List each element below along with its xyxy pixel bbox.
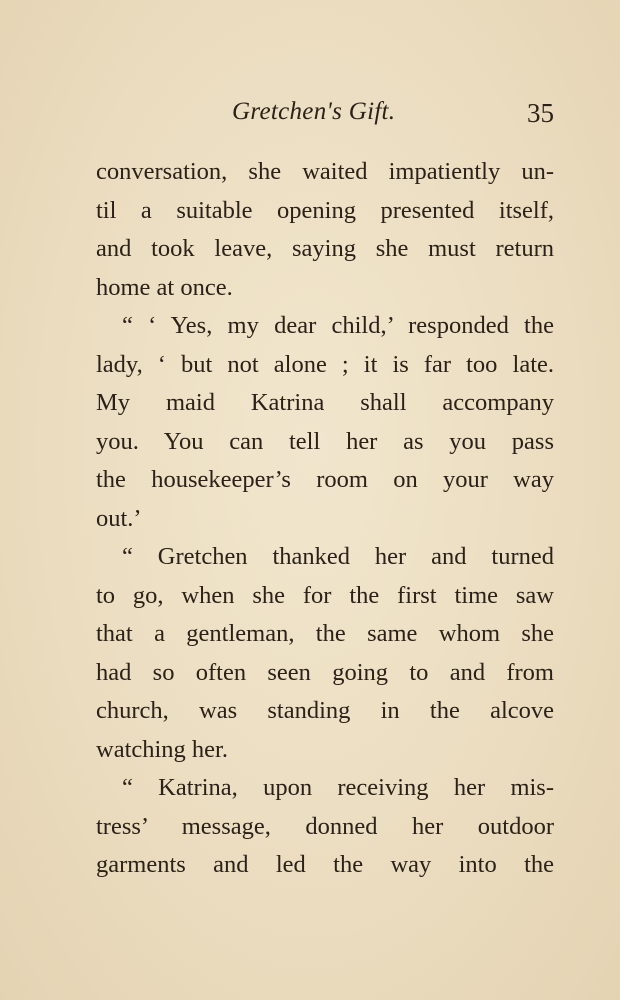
text-line: til a suitable opening presented itself, — [96, 196, 554, 224]
text-line: lady, ‘ but not alone ; it is far too late. — [96, 350, 554, 378]
text-line: garments and led the way into the — [96, 851, 554, 878]
text-line: conversation, she waited impatiently un- — [96, 158, 554, 185]
text-line: and took leave, saying she must return — [96, 235, 554, 262]
running-head — [96, 96, 554, 136]
text-line: the housekeeper’s room on your way — [96, 466, 554, 493]
page-number: 35 — [527, 98, 554, 128]
text-line: to go, when she for the first time saw — [96, 581, 554, 609]
text-line: church, was standing in the alcove — [96, 697, 554, 724]
text-line: out.’ — [96, 504, 142, 532]
text-line: “ Gretchen thanked her and turned — [122, 543, 554, 570]
body-text — [96, 153, 554, 885]
text-line: “ Katrina, upon receiving her mis- — [122, 774, 554, 801]
text-line: home at once. — [96, 273, 233, 301]
text-line: tress’ message, donned her outdoor — [96, 812, 554, 840]
text-line: that a gentleman, the same whom she — [96, 620, 554, 647]
text-line: My maid Katrina shall accompany — [96, 389, 554, 416]
running-title: Gretchen's Gift. — [232, 98, 396, 125]
text-line: you. You can tell her as you pass — [96, 427, 554, 455]
text-line: had so often seen going to and from — [96, 658, 554, 686]
text-line: “ ‘ Yes, my dear child,’ responded the — [122, 312, 554, 339]
text-line: watching her. — [96, 735, 228, 763]
